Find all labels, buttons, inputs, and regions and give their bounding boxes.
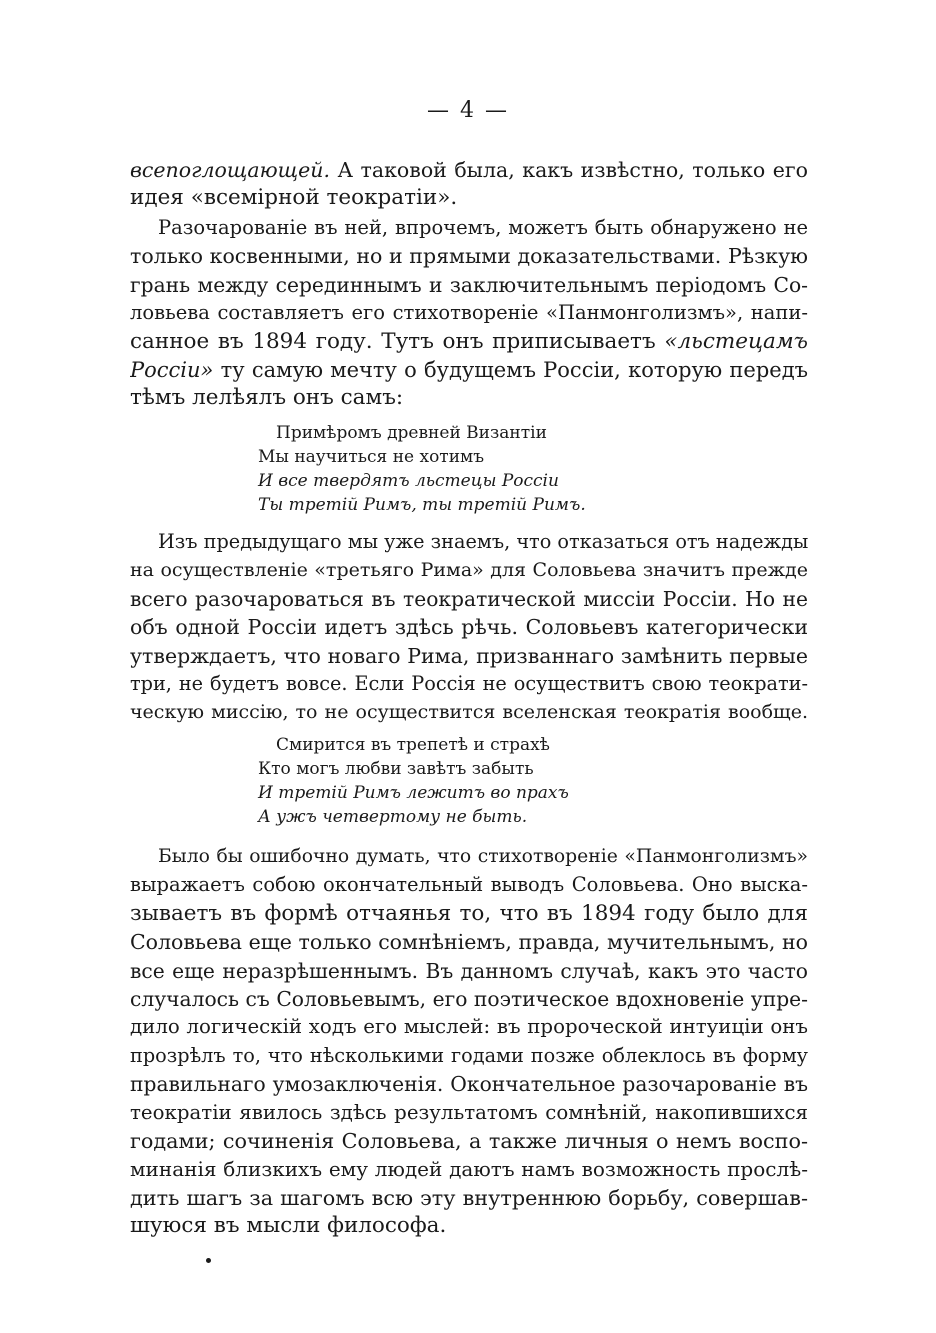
verse-line: Кто могъ любви завѣтъ забыть xyxy=(258,759,534,779)
text-span: А таковой была, какъ извѣстно, только его xyxy=(330,158,808,182)
text-line: идея «всемірной теократіи». xyxy=(130,185,458,211)
verse-line xyxy=(258,781,569,805)
text-line: теократіи явилось здѣсь результатомъ сомнѣній, накопившихся xyxy=(130,1100,808,1124)
verse-line: Мы научиться не хотимъ xyxy=(258,447,485,467)
verse-line xyxy=(258,469,586,493)
paragraph-2 xyxy=(130,214,808,413)
text-line: тѣмъ лелѣялъ онъ самъ: xyxy=(130,385,404,411)
paragraph-3 xyxy=(130,528,808,727)
italic-word: Россіи» xyxy=(130,357,214,382)
italic-word: «льстецамъ xyxy=(664,328,808,354)
verse-1 xyxy=(258,421,586,517)
text-line: Было бы ошибочно думать, что стихотвореніе «Панмонголизмъ» xyxy=(158,846,808,867)
verse-line: Смирится въ трепетѣ и страхѣ xyxy=(276,735,550,755)
text-line: случалось съ Соловьевымъ, его поэтическое вдохновеніе упре- xyxy=(130,986,808,1011)
text-line: только косвенными, но и прямыми доказательствами. Рѣзкую xyxy=(130,244,808,269)
text-line: ловьева составляетъ его стихотвореніе «Панмонголизмъ», напи- xyxy=(130,301,808,325)
text-span: ту самую мечту о будущемъ Россіи, которую передъ xyxy=(213,357,808,382)
verse-line: Примѣромъ древней Византіи xyxy=(276,423,547,443)
text-line: прозрѣлъ то, что нѣсколькими годами позже облеклось въ форму xyxy=(130,1043,808,1067)
text-line: три, не будетъ вовсе. Если Россія не осуществитъ свою теократи- xyxy=(130,671,808,695)
text-line xyxy=(130,356,808,384)
italic-verse: И третій Римъ лежитъ во прахъ xyxy=(258,783,569,803)
text-line: Соловьева еще только сомнѣніемъ, правда, мучительнымъ, но xyxy=(130,930,808,955)
text-line: всего разочароваться въ теократической миссіи Россіи. Но не xyxy=(130,586,808,611)
text-line: все еще неразрѣшеннымъ. Въ данномъ случаѣ, какъ это часто xyxy=(130,958,808,983)
text-line: дить шагъ за шагомъ всю эту внутреннюю борьбу, совершав- xyxy=(130,1185,808,1210)
italic-word: всепоглощающей. xyxy=(130,158,331,182)
text-line: объ одной Россіи идетъ здѣсь рѣчь. Соловьевъ категорически xyxy=(130,615,808,640)
text-line: минанія близкихъ ему людей даютъ намъ возможность прослѣ- xyxy=(130,1157,808,1182)
verse-line xyxy=(258,493,586,517)
text-line: зываетъ въ формѣ отчаянья то, что въ 1894 году было для xyxy=(130,900,808,926)
text-line: шуюся въ мысли философа. xyxy=(130,1213,447,1239)
paragraph-1 xyxy=(130,156,808,213)
italic-verse: А ужъ четвертому не быть. xyxy=(258,807,528,827)
page-number: — 4 — xyxy=(427,98,509,123)
text-line: выражаетъ собою окончательный выводъ Соловьева. Оно выска- xyxy=(130,873,808,897)
text-line: ческую миссію, то не осуществится вселенская теократія вообще. xyxy=(130,701,808,724)
text-line: Изъ предыдущаго мы уже знаемъ, что отказаться отъ надежды xyxy=(158,530,808,553)
ink-speck xyxy=(206,1258,211,1263)
text-line: правильнаго умозаключенія. Окончательное разочарованіе въ xyxy=(130,1072,808,1097)
text-line: годами; сочиненія Соловьева, а также личныя о немъ воспо- xyxy=(130,1128,808,1153)
text-line: дило логическій ходъ его мыслей: въ пророческой интуиціи онъ xyxy=(130,1015,808,1039)
italic-verse: И все твердятъ льстецы Россіи xyxy=(258,471,559,491)
text-line: утверждаетъ, что новаго Рима, призваннаго замѣнить первые xyxy=(130,643,808,668)
verse-2 xyxy=(258,733,569,829)
text-line: Разочарованіе въ ней, впрочемъ, можетъ быть обнаружено не xyxy=(158,216,808,239)
text-line xyxy=(130,328,808,356)
paragraph-4 xyxy=(130,843,808,1240)
text-line: на осуществленіе «третьяго Рима» для Соловьева значитъ прежде xyxy=(130,559,808,582)
text-line: грань между серединнымъ и заключительнымъ періодомъ Со- xyxy=(130,272,808,297)
text-line xyxy=(130,156,808,184)
italic-verse: Ты третій Римъ, ты третій Римъ. xyxy=(258,495,586,515)
verse-line xyxy=(258,805,569,829)
text-span: санное въ 1894 году. Тутъ онъ приписываетъ xyxy=(130,328,656,354)
